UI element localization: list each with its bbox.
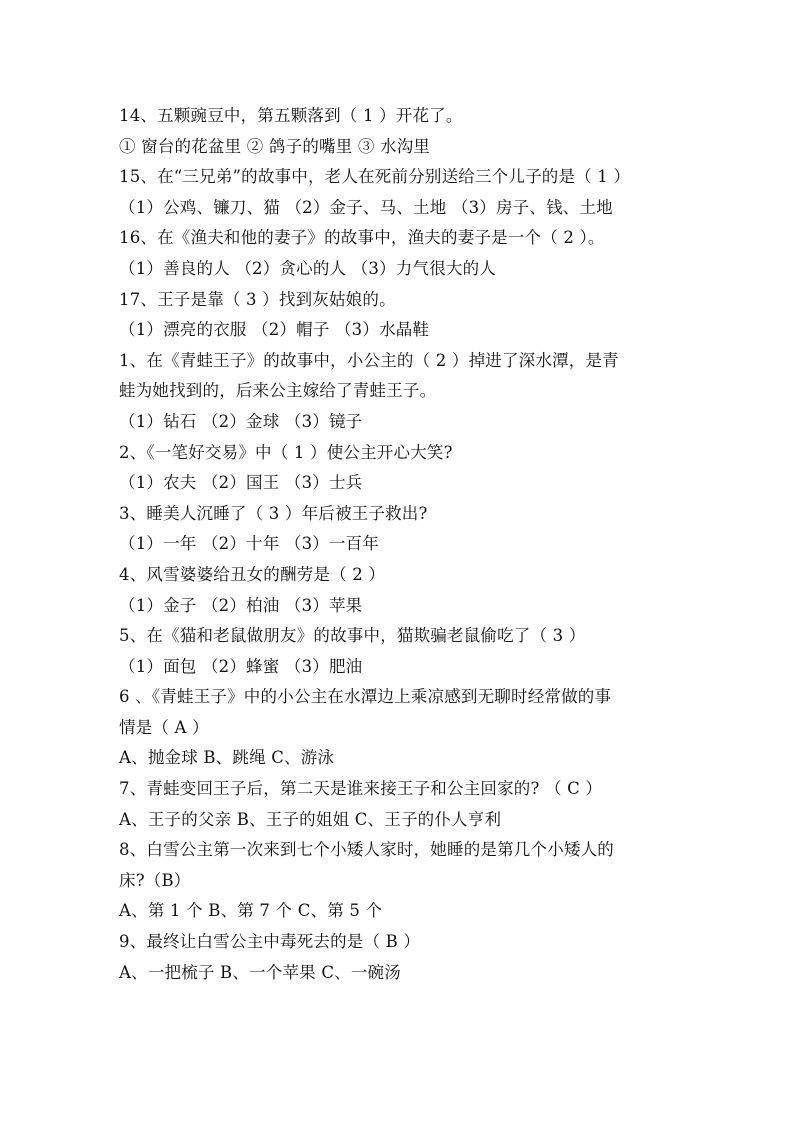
question-7-options: A、王子的父亲 B、王子的姐姐 C、王子的仆人亨利 <box>119 809 502 829</box>
question-17-options: （1）漂亮的衣服 （2）帽子 （3）水晶鞋 <box>119 320 430 340</box>
question-5-options: （1）面包 （2）蜂蜜 （3）肥油 <box>119 656 363 676</box>
question-4-options: （1）金子 （2）柏油 （3）苹果 <box>119 595 363 615</box>
question-3: 3、睡美人沉睡了（ 3 ）年后被王子救出? <box>119 503 428 523</box>
question-9-options: A、一把梳子 B、一个苹果 C、一碗汤 <box>119 962 401 982</box>
question-15: 15、在“三兄弟”的故事中，老人在死前分别送给三个儿子的是（ 1 ） <box>119 167 631 187</box>
question-16-options: （1）善良的人 （2）贪心的人 （3）力气很大的人 <box>119 258 496 278</box>
question-1: 1、在《青蛙王子》的故事中，小公主的（ 2 ）掉进了深水潭，是青 <box>119 350 619 370</box>
question-14-options: ① 窗台的花盆里 ② 鸽子的嘴里 ③ 水沟里 <box>119 136 431 156</box>
question-4: 4、风雪婆婆给丑女的酬劳是（ 2 ） <box>119 564 386 584</box>
question-6-options: A、抛金球 B、跳绳 C、游泳 <box>119 748 335 768</box>
question-8-continued: 床?（B） <box>119 870 191 890</box>
question-15-options: （1）公鸡、镰刀、猫 （2）金子、马、土地 （3）房子、钱、土地 <box>119 197 613 217</box>
question-1-continued: 蛙为她找到的，后来公主嫁给了青蛙王子。 <box>119 381 437 401</box>
question-list <box>119 101 679 988</box>
question-5: 5、在《猫和老鼠做朋友》的故事中，猫欺骗老鼠偷吃了（ 3 ） <box>119 626 586 646</box>
question-16: 16、在《渔夫和他的妻子》的故事中，渔夫的妻子是一个（ 2 ）。 <box>119 228 605 248</box>
question-9: 9、最终让白雪公主中毒死去的是（ B ） <box>119 932 421 952</box>
question-3-options: （1）一年 （2）十年 （3）一百年 <box>119 534 380 554</box>
question-6-continued: 情是（ A ） <box>119 717 209 737</box>
question-17: 17、王子是靠（ 3 ）找到灰姑娘的。 <box>119 289 396 309</box>
question-1-options: （1）钻石 （2）金球 （3）镜子 <box>119 411 363 431</box>
question-14: 14、五颗豌豆中，第五颗落到（ 1 ）开花了。 <box>119 106 463 125</box>
question-2: 2、《一笔好交易》中（ 1 ）使公主开心大笑? <box>119 442 453 462</box>
question-6: 6 、《青蛙王子》中的小公主在水潭边上乘凉感到无聊时经常做的事 <box>119 687 612 707</box>
question-8: 8、白雪公主第一次来到七个小矮人家时，她睡的是第几个小矮人的 <box>119 840 614 860</box>
question-7: 7、青蛙变回王子后，第二天是谁来接王子和公主回家的? （ C ） <box>119 779 603 799</box>
question-2-options: （1）农夫 （2）国王 （3）士兵 <box>119 473 363 493</box>
question-8-options: A、第 1 个 B、第 7 个 C、第 5 个 <box>119 901 383 921</box>
